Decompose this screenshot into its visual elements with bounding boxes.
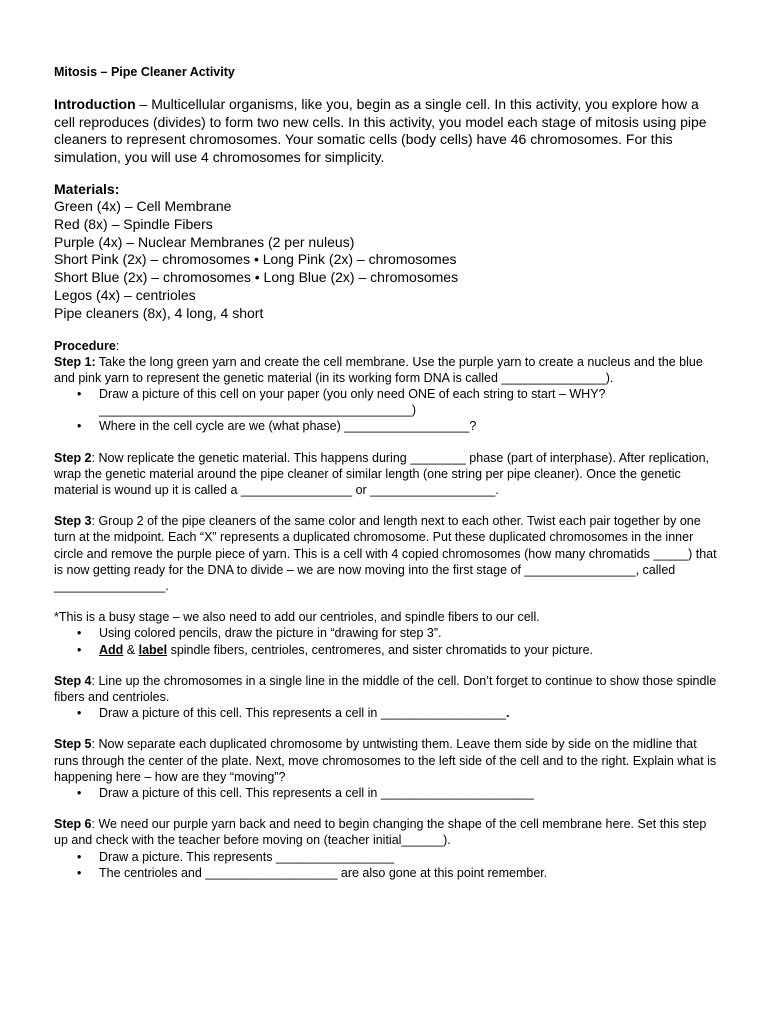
materials-item: Pipe cleaners (8x), 4 long, 4 short <box>54 304 264 321</box>
step-1-body: Take the long green yarn and create the cell membrane. Use the purple yarn to create a nucleus and the blue and pink yarn to represent the genetic material (in its working form DNA is called _______________). <box>54 354 703 385</box>
step-1-section <box>54 338 718 435</box>
step-1-label: Step 1: <box>54 354 96 369</box>
step-5-label: Step 5 <box>54 737 92 752</box>
materials-item: Legos (4x) – centrioles <box>54 286 196 303</box>
busy-stage-bullet: • Using colored pencils, draw the picture in “drawing for step 3”. <box>99 625 718 641</box>
procedure-label: Procedure <box>54 338 116 353</box>
step-2-text <box>54 450 718 499</box>
step-5-bullets <box>54 785 718 801</box>
materials-heading: Materials: <box>54 181 120 197</box>
label-word: label <box>138 642 168 657</box>
materials-item: Short Pink (2x) – chromosomes • Long Pink (2x) – chromosomes <box>54 251 457 268</box>
materials-item: Short Blue (2x) – chromosomes • Long Blue (2x) – chromosomes <box>54 269 459 286</box>
step-2-body: : Now replicate the genetic material. This happens during ________ phase (part of interphase). After replication, wrap the genetic material around the pipe cleaner of similar length (one string per pipe cleaner). Once the genetic material is wound up it is called a ________________ or __________________. <box>54 450 710 497</box>
step-4-body: : Line up the chromosomes in a single line in the middle of the cell. Don’t forget to continue to show those spindle fibers and centrioles. <box>54 673 717 705</box>
step-1-text <box>54 354 718 386</box>
busy-stage-bullet <box>99 642 718 658</box>
step-2-section <box>54 450 718 499</box>
step-5-body: : Now separate each duplicated chromosome by untwisting them. Leave them side by side on the midline that runs through the center of the plate. Next, move chromosomes to the left side of the cell and to the right. Explain what is happening here – how are they “moving”? <box>54 737 717 784</box>
step-4-bullet <box>99 705 718 721</box>
step-3-text <box>54 513 718 594</box>
page-title: Mitosis – Pipe Cleaner Activity <box>54 65 235 79</box>
ampersand: & <box>123 642 139 657</box>
busy-stage-note: *This is a busy stage – we also need to add our centrioles, and spindle fibers to our cell. <box>54 610 540 625</box>
step-6-bullet: • The centrioles and ___________________ are also gone at this point remember. <box>99 865 718 881</box>
add-word: Add <box>99 642 124 657</box>
step-2-label: Step 2 <box>54 450 92 465</box>
step-6-body: : We need our purple yarn back and need to begin changing the shape of the cell membrane here. Set this step up and check with the teacher before moving on (teacher initial______). <box>54 817 707 848</box>
introduction-paragraph <box>54 96 718 166</box>
materials-list <box>54 198 718 323</box>
step-6-label: Step 6 <box>54 817 92 832</box>
step-1-bullet: • Draw a picture of this cell on your paper (you only need ONE of each string to start – WHY? _____________________________________________) <box>99 386 718 418</box>
step-6-bullets <box>54 849 718 881</box>
step-4-bullet-text: Draw a picture of this cell. This represents a cell in __________________ <box>99 706 506 721</box>
step-4-section <box>54 673 718 722</box>
materials-item: Purple (4x) – Nuclear Membranes (2 per nuleus) <box>54 233 355 250</box>
step-4-bullet-period: . <box>505 706 510 721</box>
step-1-bullet: • Where in the cell cycle are we (what phase) __________________? <box>99 418 718 434</box>
step-3-label: Step 3 <box>54 514 92 529</box>
materials-item: Green (4x) – Cell Membrane <box>54 198 232 214</box>
materials-item: Red (8x) – Spindle Fibers <box>54 215 213 232</box>
step-5-text <box>54 736 718 785</box>
step-6-section <box>54 816 718 881</box>
introduction-label: Introduction <box>54 96 136 112</box>
step-4-bullets <box>54 705 718 721</box>
procedure-heading <box>54 338 718 354</box>
step-5-bullet: • Draw a picture of this cell. This represents a cell in ______________________ <box>99 785 718 801</box>
busy-stage-note-section <box>54 609 718 658</box>
step-4-label: Step 4 <box>54 673 92 688</box>
step-4-text <box>54 673 718 705</box>
step-3-section <box>54 513 718 594</box>
introduction-text: – Multicellular organisms, like you, begin as a single cell. In this activity, you explore how a cell reproduces (divides) to form two new cells. In this activity, you model each stage of mitosis using pipe cleaners to represent chromosomes. Your somatic cells (body cells) have 46 chromosomes. For this simulation, you will use 4 chromosomes for simplicity. <box>54 96 707 165</box>
procedure-colon: : <box>115 338 120 353</box>
step-6-text <box>54 816 718 848</box>
step-5-section <box>54 736 718 801</box>
step-3-body: : Group 2 of the pipe cleaners of the same color and length next to each other. Twist each pair together by one turn at the midpoint. Each “X” represents a duplicated chromosome. Put these duplicated chromosomes in the inner circle and remove the purple piece of yarn. This is a cell with 4 copied chromosomes (how many chromatids _____) that is now getting ready for the DNA to divide – we are now moving into the first stage of ________________, called ________________. <box>54 514 717 594</box>
step-1-bullets <box>54 386 718 435</box>
busy-stage-bullets <box>54 625 718 657</box>
step-6-bullet: • Draw a picture. This represents _________________ <box>99 849 718 865</box>
busy-stage-bullet-rest: spindle fibers, centrioles, centromeres, and sister chromatids to your picture. <box>167 642 593 657</box>
